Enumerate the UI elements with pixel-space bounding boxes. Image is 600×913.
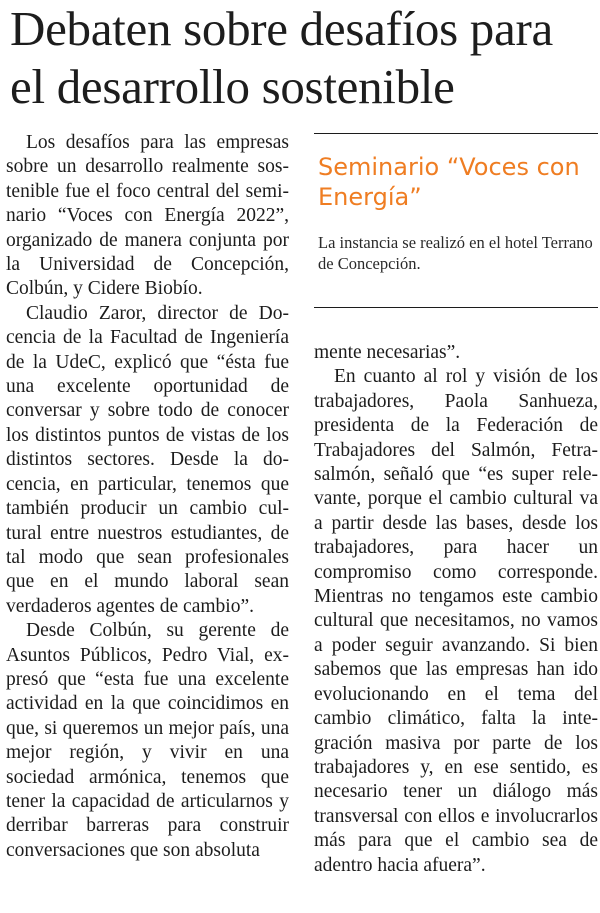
paragraph: Desde Colbún, su gerente de Asuntos Públicos, Pedro Vial, expresó que “esta fue una excelente actividad en la que coincidimos en que, si queremos un mejor país, una mejor región, y vivir en una sociedad armónica, tenemos que tener la capacidad de articularnos y derribar barreras para construir conversaciones que son absoluta (6, 620, 289, 861)
article-left-column (6, 131, 289, 863)
paragraph: En cuanto al rol y visión de los trabajadores, Paola Sanhueza, presidenta de la Federación de Trabajadores del Salmón, Fetrasalmón, señaló que “es super relevante, porque el cambio cultural va a partir desde las bases, desde los trabajadores, para hacer un compromiso como corresponde. Mientras no tengamos este cambio cultural que necesitamos, no vamos a poder seguir avanzando. Si bien sabemos que las empresas han ido evolucionando en el tema del cambio climático, falta la integración masiva por parte de los trabajadores y, en ese sentido, es necesario tener un diálogo más transversal con ellos e involucrarlos más para que el cambio sea de adentro hacia afuera”. (314, 366, 598, 876)
headline-line-1: Debaten sobre desafíos para (10, 1, 553, 56)
paragraph: mente necesarias”. (314, 342, 461, 363)
article-right-column (314, 341, 598, 878)
sidebar-box (314, 133, 598, 308)
sidebar-text: La instancia se realizó en el hotel Terrano de Concepción. (318, 233, 593, 273)
paragraph: Claudio Zaror, director de Docencia de la Facultad de Ingeniería de la UdeC, explicó que “ésta fue una excelente oportunidad de conversar y sobre todo de conocer los distintos puntos de vistas de los distintos sectores. Desde la docencia, en particular, tenemos que también producir un cambio cultural entre nuestros estudiantes, de tal modo que sean profesionales que en el mundo laboral sean verdaderos agentes de cambio”. (6, 302, 289, 617)
paragraph: Los desafíos para las empresas sobre un desarrollo realmente sostenible fue el foco central del seminario “Voces con Energía 2022”, organizado de manera conjunta por la Universidad de Concepción, Colbún, y Cidere Biobío. (6, 132, 289, 300)
headline (10, 0, 600, 116)
sidebar-title: Seminario “Voces con Energía” (318, 153, 580, 211)
headline-line-2: el desarrollo sostenible (10, 59, 455, 114)
